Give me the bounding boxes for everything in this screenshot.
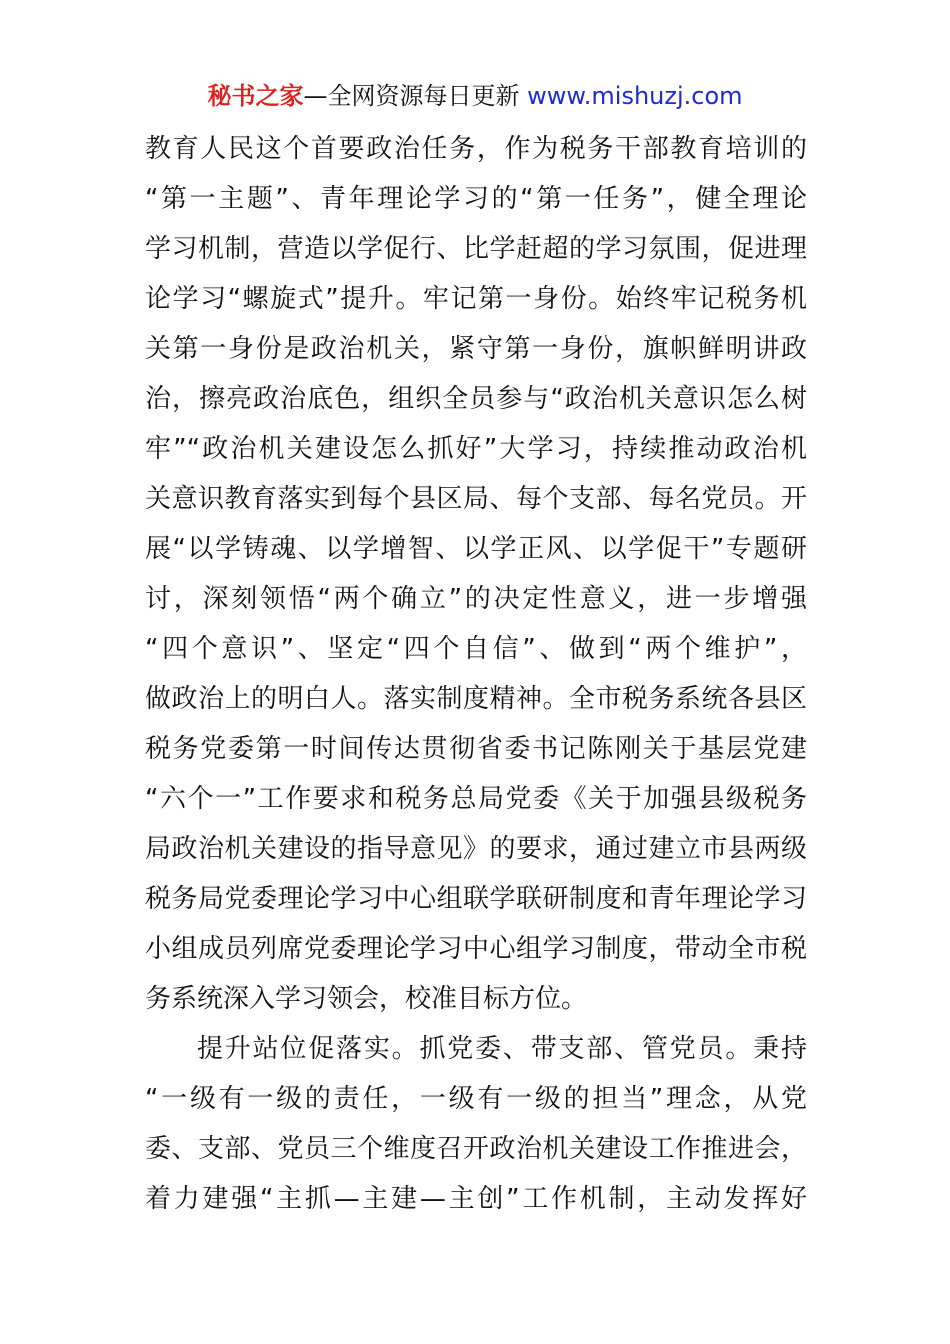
text-line: 治，擦亮政治底色，组织全员参与“政治机关意识怎么树 bbox=[145, 384, 807, 414]
text-line: 着力建强“主抓—主建—主创”工作机制，主动发挥好 bbox=[145, 1184, 807, 1214]
text-line: “六个一”工作要求和税务总局党委《关于加强县级税务 bbox=[145, 784, 807, 814]
text-line: 学习机制，营造以学促行、比学赶超的学习氛围，促进理 bbox=[145, 234, 807, 264]
text-line: 讨，深刻领悟“两个确立”的决定性意义，进一步增强 bbox=[145, 584, 807, 614]
text-line: 关第一身份是政治机关，紧守第一身份，旗帜鲜明讲政 bbox=[145, 334, 807, 364]
text-line: 税务局党委理论学习中心组联学联研制度和青年理论学习 bbox=[145, 884, 807, 914]
text-line: 委、支部、党员三个维度召开政治机关建设工作推进会， bbox=[145, 1134, 807, 1164]
paragraph-first-line: 提升站位促落实。抓党委、带支部、管党员。秉持 bbox=[197, 1034, 807, 1064]
text-line: “四个意识”、坚定“四个自信”、做到“两个维护”， bbox=[145, 634, 807, 664]
text-line: 关意识教育落实到每个县区局、每个支部、每名党员。开 bbox=[145, 484, 807, 514]
text-line: 税务党委第一时间传达贯彻省委书记陈刚关于基层党建 bbox=[145, 734, 807, 764]
text-line: 做政治上的明白人。落实制度精神。全市税务系统各县区 bbox=[145, 684, 807, 714]
site-url-link[interactable]: www.mishuzj.com bbox=[527, 82, 743, 110]
brand-name: 秘书之家 bbox=[207, 82, 304, 110]
site-header bbox=[0, 80, 950, 112]
text-line: 牢”“政治机关建设怎么抓好”大学习，持续推动政治机 bbox=[145, 434, 807, 464]
text-line: 论学习“螺旋式”提升。牢记第一身份。始终牢记税务机 bbox=[145, 284, 807, 314]
text-line: 教育人民这个首要政治任务，作为税务干部教育培训的 bbox=[145, 134, 807, 164]
text-line: “一级有一级的责任，一级有一级的担当”理念，从党 bbox=[145, 1084, 807, 1114]
text-line: 小组成员列席党委理论学习中心组学习制度，带动全市税 bbox=[145, 934, 807, 964]
text-line: 展“以学铸魂、以学增智、以学正风、以学促干”专题研 bbox=[145, 534, 807, 564]
text-line: “第一主题”、青年理论学习的“第一任务”，健全理论 bbox=[145, 184, 807, 214]
text-line: 务系统深入学习领会，校准目标方位。 bbox=[145, 984, 588, 1014]
header-tagline: —全网资源每日更新 bbox=[303, 82, 528, 110]
text-line: 局政治机关建设的指导意见》的要求，通过建立市县两级 bbox=[145, 834, 807, 864]
